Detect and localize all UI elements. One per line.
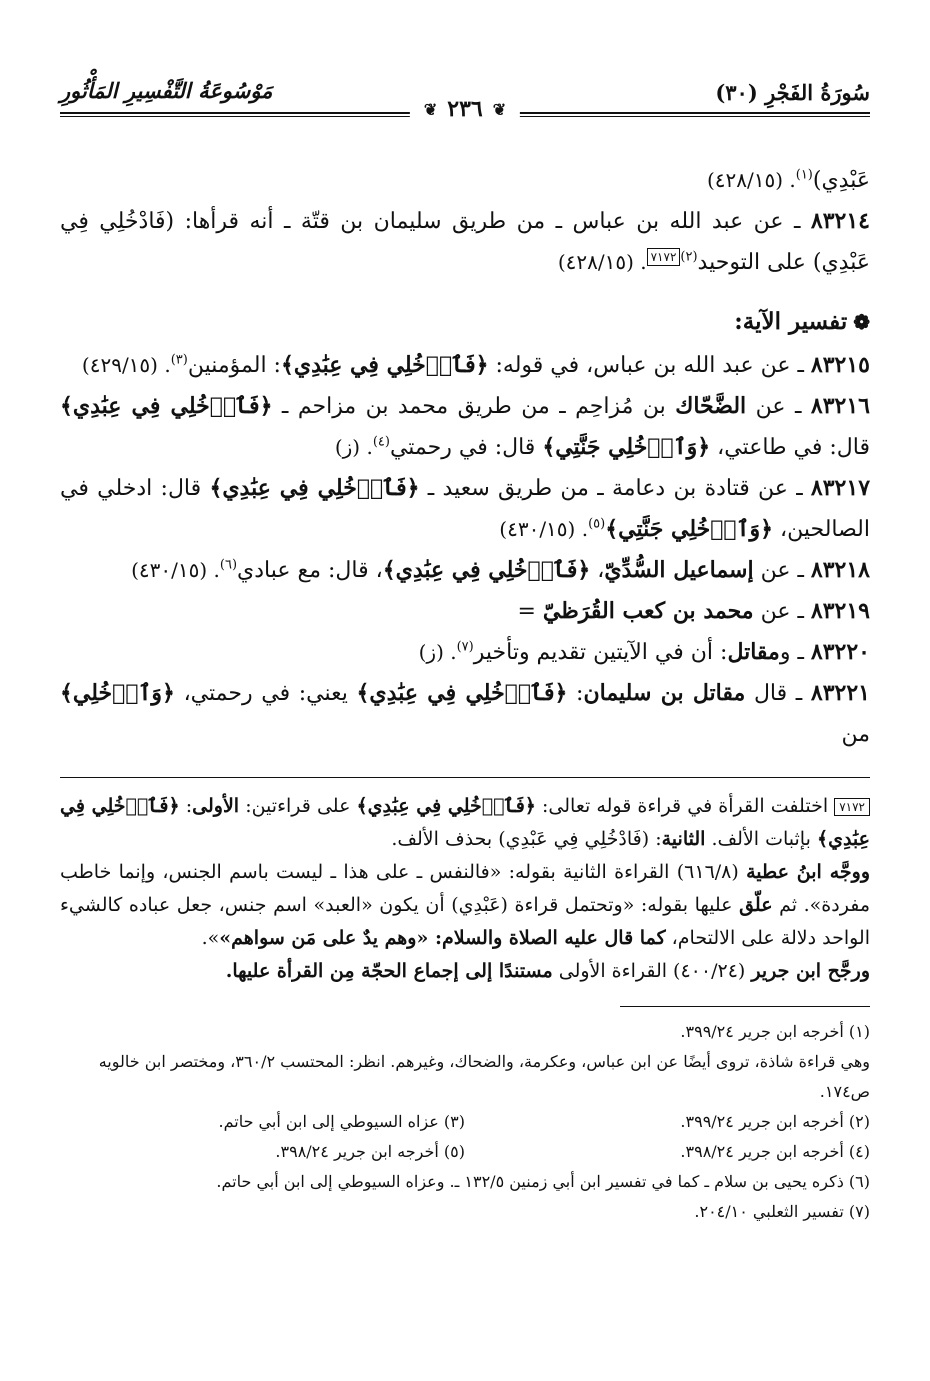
text: ». bbox=[201, 927, 220, 949]
main-text bbox=[60, 160, 870, 755]
text: ـ عن عبد الله بن عباس ـ من طريق سليمان بن قتّة ـ أنه قرأها: (فَادْخُلِي فِي عَبْدِي) على التوحيد bbox=[60, 209, 870, 275]
commentary-notes bbox=[60, 790, 870, 988]
page-header bbox=[60, 70, 870, 120]
text: : أن في الآيتين تقديم وتأخير bbox=[473, 640, 728, 665]
footnote-marker[interactable]: (٧) bbox=[456, 639, 474, 655]
narrator-name: الضَّحّاك bbox=[675, 393, 747, 419]
reference: . (٤٣٠/١٥) bbox=[131, 558, 220, 582]
label-first: الأولى bbox=[192, 795, 240, 817]
footnote-1: (١) أخرجه ابن جرير ٣٩٩/٢٤. bbox=[680, 1022, 870, 1041]
narration-number: ٨٣٢٢١ bbox=[810, 680, 870, 706]
narrator-name: إسماعيل السُّدِّيّ bbox=[604, 557, 754, 583]
page-number-block bbox=[410, 96, 520, 122]
scholar-name: ابن جرير bbox=[751, 960, 822, 982]
text: قال: ادخلي في الصالحين، bbox=[60, 476, 870, 542]
narration-number: ٨٣٢١٥ bbox=[810, 352, 870, 378]
text: : bbox=[567, 681, 584, 706]
text: ـ عن عبد الله بن عباس، في قوله: bbox=[488, 353, 811, 378]
quran-verse: ﴿وَٱدۡخُلِي جَنَّتِي﴾ bbox=[542, 434, 711, 460]
quran-verse: ﴿وَٱدۡخُلِي جَنَّتِي﴾ bbox=[605, 516, 774, 542]
note-paragraph bbox=[60, 955, 870, 988]
footnote-row bbox=[60, 1107, 870, 1137]
text: ورجَّح bbox=[821, 960, 870, 982]
text: اختلفت القرأة في قراءة قوله تعالى: bbox=[535, 795, 835, 817]
footnote-marker[interactable]: (١) bbox=[795, 167, 813, 183]
text: : المؤمنين bbox=[187, 353, 281, 378]
quran-verse: ﴿فَٱدۡخُلِي فِي عِبَٰدِي﴾ bbox=[60, 393, 273, 419]
text: من bbox=[841, 722, 870, 747]
narration-number: ٨٣٢١٤ bbox=[810, 208, 870, 234]
reference: . (ز) bbox=[418, 640, 457, 664]
text: ووجَّه bbox=[821, 861, 870, 883]
text: عليها بقوله: «وتحتمل قراءة (عَبْدِي) أن يكون «العبد» اسم جنس، جعل عباده كالشيء الواحد دلالة على الالتحام، bbox=[60, 894, 870, 949]
text: (٤٠٠/٢٤) القراءة الأولى bbox=[552, 960, 752, 982]
footnote-1-cont: وهي قراءة شاذة، تروى أيضًا عن ابن عباس، وعكرمة، والضحاك، وغيرهم. انظر: المحتسب ٣٦٠/٢، ومختصر ابن خالويه ص١٧٤. bbox=[98, 1052, 870, 1101]
surah-title: سُورَةُ الفَجْرِ (٣٠) bbox=[715, 80, 870, 105]
footnote-3: (٣) عزاه السيوطي إلى ابن أبي حاتم. bbox=[218, 1112, 465, 1131]
text: بن مُزاحِم ـ من طريق محمد بن مزاحم ـ bbox=[272, 394, 676, 419]
quran-verse: ﴿وَٱدۡخُلِي﴾ bbox=[60, 680, 175, 706]
text: ـ عن bbox=[753, 558, 811, 583]
ornament-icon: ❦ bbox=[423, 99, 438, 119]
text: يعني: في رحمتي، bbox=[174, 681, 357, 706]
ornament-icon: ❦ bbox=[492, 99, 507, 119]
note-paragraph bbox=[60, 856, 870, 955]
narration-83217 bbox=[60, 468, 870, 550]
footnote-7: (٧) تفسير الثعلبي ٢٠٤/١٠. bbox=[694, 1202, 870, 1221]
quran-verse: ﴿فَٱدۡخُلِي فِي عِبَٰدِي﴾ bbox=[382, 557, 591, 583]
footnote-2: (٢) أخرجه ابن جرير ٣٩٩/٢٤. bbox=[680, 1112, 870, 1131]
label-second: الثانية bbox=[661, 828, 706, 850]
text: بإثبات الألف. bbox=[705, 828, 817, 850]
note-paragraph bbox=[60, 790, 870, 856]
book-title: مَوْسُوعَةُ التَّفْسِيرِ المَأْثُورِ bbox=[60, 78, 273, 103]
narration-number: ٨٣٢١٧ bbox=[810, 475, 871, 501]
flower-icon: ❁ bbox=[853, 310, 870, 334]
text: ـ عن bbox=[746, 394, 811, 419]
footnote-marker[interactable]: (٦) bbox=[219, 557, 238, 573]
footnote-marker[interactable]: (٥) bbox=[588, 516, 606, 532]
text: ـ عن bbox=[753, 599, 811, 624]
footnote-separator bbox=[620, 1006, 870, 1007]
section-title bbox=[60, 301, 870, 343]
quran-verse: ﴿فَٱدۡخُلِي فِي عِبَٰدِي﴾ bbox=[356, 795, 536, 817]
narration-83220 bbox=[60, 632, 870, 673]
footnote-marker[interactable]: (٣) bbox=[170, 352, 188, 368]
text: : (فَادْخُلِي فِي عَبْدِي) بحذف الألف. bbox=[391, 828, 662, 850]
reference: . (٤٢٨/١٥) bbox=[706, 168, 796, 192]
text: على قراءتين: bbox=[239, 795, 357, 817]
footnote-5: (٥) أخرجه ابن جرير ٣٩٨/٢٤. bbox=[275, 1142, 465, 1161]
text: مستندًا إلى إجماع الحجّة مِن القرأة عليها. bbox=[225, 960, 553, 982]
narration-number: ٨٣٢١٦ bbox=[810, 393, 870, 419]
quran-verse: ﴿فَٱدۡخُلِي فِي عِبَٰدِي﴾ bbox=[280, 352, 489, 378]
text: ـ و bbox=[779, 640, 811, 665]
narration-number: ٨٣٢٢٠ bbox=[810, 639, 870, 665]
narration-83219 bbox=[60, 591, 870, 632]
hadith-quote: كما قال عليه الصلاة والسلام: «وهم يدٌ على مَن سواهم» bbox=[219, 927, 666, 949]
narrator-name: مقاتل بن سليمان bbox=[583, 680, 746, 706]
footnote-marker[interactable]: (٢) bbox=[680, 249, 698, 265]
narration-83216 bbox=[60, 386, 870, 468]
text: = bbox=[517, 599, 543, 624]
narrator-name: مقاتل bbox=[727, 639, 780, 665]
note-number-box: ٧١٧٢ bbox=[834, 798, 870, 816]
note-ref-box[interactable]: ٧١٧٢ bbox=[647, 248, 681, 266]
page-number: ٢٣٦ bbox=[447, 96, 483, 122]
text: عَبْدِي) bbox=[812, 168, 870, 193]
text: ، bbox=[590, 558, 605, 583]
text: ـ عن قتادة بن دعامة ـ من طريق سعيد ـ bbox=[419, 476, 811, 501]
footnote-row bbox=[60, 1137, 870, 1167]
footnotes bbox=[60, 1017, 870, 1227]
narration-number: ٨٣٢١٩ bbox=[810, 598, 870, 624]
narration-83218 bbox=[60, 550, 870, 591]
quran-verse: ﴿فَٱدۡخُلِي فِي عِبَٰدِي﴾ bbox=[60, 795, 870, 850]
reference: . (ز) bbox=[334, 435, 373, 459]
quran-verse: ﴿فَٱدۡخُلِي فِي عِبَٰدِي﴾ bbox=[209, 475, 420, 501]
narration-83214 bbox=[60, 201, 870, 283]
quran-verse: ﴿فَٱدۡخُلِي فِي عِبَٰدِي﴾ bbox=[356, 680, 568, 706]
text: ـ قال bbox=[745, 681, 811, 706]
intro-line bbox=[60, 160, 870, 201]
text: ، قال: مع عبادي bbox=[237, 558, 383, 583]
footnote-marker[interactable]: (٤) bbox=[372, 434, 390, 450]
narration-number: ٨٣٢١٨ bbox=[810, 557, 870, 583]
text: قال: في رحمتي bbox=[389, 435, 543, 460]
narration-83215 bbox=[60, 345, 870, 386]
section-title-text: تفسير الآية: bbox=[734, 308, 848, 335]
reference: . (٤٢٩/١٥) bbox=[81, 353, 171, 377]
page bbox=[60, 70, 870, 1227]
footnote-4: (٤) أخرجه ابن جرير ٣٩٨/٢٤. bbox=[680, 1142, 870, 1161]
narration-83221 bbox=[60, 673, 870, 755]
separator bbox=[60, 777, 870, 778]
narrator-name: محمد بن كعب القُرَظيّ bbox=[542, 598, 754, 624]
reference: . (٤٣٠/١٥) bbox=[499, 517, 589, 541]
footnote-6: (٦) ذكره يحيى بن سلام ـ كما في تفسير ابن أبي زمنين ١٣٢/٥ ـ. وعزاه السيوطي إلى ابن أبي حاتم. bbox=[216, 1172, 870, 1191]
scholar-name: ابنُ عطية bbox=[746, 861, 822, 883]
reference: . (٤٢٨/١٥) bbox=[557, 250, 647, 274]
text: علّق bbox=[739, 894, 773, 916]
text: : bbox=[179, 795, 193, 817]
text: قال: في طاعتي، bbox=[710, 435, 870, 460]
text: (٦١٦/٨) القراءة الثانية بقوله: «فالنفس ـ على هذا ـ ليست باسم الجنس، وإنما خاطب مفردة». ثم bbox=[60, 861, 870, 916]
